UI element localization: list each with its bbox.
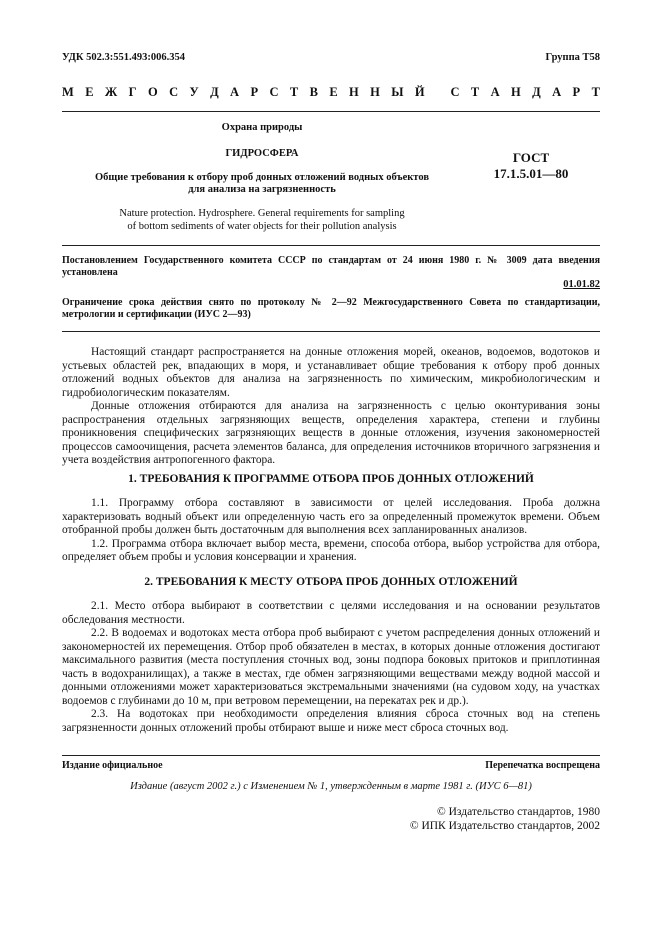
intro-text — [62, 346, 600, 468]
gost-designation — [462, 150, 600, 182]
banner-letter: Д — [210, 85, 219, 99]
title-line-3b: для анализа на загрязненность — [188, 184, 336, 195]
banner-letter: Т — [289, 85, 299, 99]
header-rule — [62, 111, 600, 112]
banner-letter — [436, 85, 439, 100]
banner-letter: А — [230, 85, 240, 99]
banner-letter: А — [490, 85, 500, 99]
meta-rule — [62, 331, 600, 332]
english-title-a: Nature protection. Hydrosphere. General requirements for sampling — [119, 208, 405, 219]
clause-1-2: 1.2. Программа отбора включает выбор места, времени, способа отбора, выбор устройства для отбора, определяет объем пробы и условия консервации и хранения. — [62, 537, 600, 563]
footer-rule — [62, 755, 600, 756]
clause-2-1: 2.1. Место отбора выбирают в соответствии с целями исследования и на основании результатов обследования местности. — [62, 600, 600, 626]
banner-letter: О — [147, 85, 158, 99]
section-1-text — [62, 497, 600, 565]
banner-letter: С — [169, 85, 179, 99]
english-title-b: of bottom sediments of water objects for their pollution analysis — [127, 221, 397, 232]
decree-text: Постановлением Государственного комитета СССР по стандартам от 24 июня 1980 г. № 3009 дата введения установлена — [62, 255, 600, 278]
banner-letter: Д — [532, 85, 541, 99]
banner-letter: Н — [511, 85, 521, 99]
title-line-3a: Общие требования к отбору проб донных отложений водных объектов — [95, 172, 429, 183]
edition-note: Издание (август 2002 г.) с Изменением № 1, утвержденным в марте 1981 г. (ИУС 6—81) — [130, 781, 532, 792]
banner-letter: С — [269, 85, 279, 99]
banner-letter: Т — [470, 85, 480, 99]
section-2-text — [62, 600, 600, 735]
banner-letter: Ы — [391, 85, 404, 99]
copyright-1: © Издательство стандартов, 1980 — [436, 806, 600, 818]
gost-label: ГОСТ — [512, 150, 550, 165]
restriction-text: Ограничение срока действия снято по протоколу № 2—92 Межгосударственного Совета по стандартизации, метрологии и сертификации (ИУС 2—93) — [62, 297, 600, 320]
group-code: Группа Т58 — [545, 52, 600, 63]
intro-paragraph-2: Донные отложения отбираются для анализа на загрязненность с целью оконтуривания зоны распространения отдельных загрязняющих веществ, определения характера, степени и глубины проникновения специфических загрязняющих веществ в донные отложения, изучения закономерностей процессов самоочищения, расчета элементов баланса, для определения источников вторичного загрязнения и учета воздействия антропогенного фактора. — [62, 400, 600, 466]
banner-letter: Н — [349, 85, 359, 99]
banner-letter: В — [309, 85, 318, 99]
banner-letter: Ж — [104, 85, 118, 99]
standard-type-banner — [62, 85, 600, 100]
clause-1-1: 1.1. Программу отбора составляют в зависимости от целей исследования. Проба должна характеризовать водный объект или определенную часть его за определенный промежуток времени. Объем отобранной пробы должен быть достаточным для выполнения всех запланированных анализов. — [62, 497, 600, 536]
title-line-1: Охрана природы — [221, 122, 303, 133]
english-title — [62, 207, 462, 233]
official-edition-label: Издание официальное — [62, 760, 163, 771]
clause-2-2: 2.2. В водоемах и водотоках места отбора проб выбирают с учетом распределения донных отложений и закономерностей их перемещения. Отбор проб обязателен в местах, в которых донные отложения достигают максимального развития (места поступления сточных вод, зоны подпора боковых притоков и приплотинная часть в водохранилищах), а также в местах, где обмен загрязняющими веществами между водной массой и донными отложениями может характеризоваться экстремальными значениями (на судовом ходу, на участках водоемов с глубинами до 10 м, при ветровом перемещении, на перекатах рек и др.). — [62, 627, 600, 707]
copyright-2: © ИПК Издательство стандартов, 2002 — [409, 820, 600, 832]
reprint-prohibited-label: Перепечатка воспрещена — [485, 760, 600, 771]
section-1-heading: 1. ТРЕБОВАНИЯ К ПРОГРАММЕ ОТБОРА ПРОБ ДОННЫХ ОТЛОЖЕНИЙ — [128, 473, 534, 485]
title-line-2: ГИДРОСФЕРА — [225, 148, 299, 159]
title-line-3 — [62, 172, 462, 196]
banner-letter: Р — [250, 85, 259, 99]
banner-letter: Р — [572, 85, 581, 99]
title-rule — [62, 245, 600, 246]
banner-letter: М — [62, 85, 74, 99]
banner-letter: Й — [414, 85, 425, 99]
banner-letter: Г — [128, 85, 137, 99]
intro-paragraph-1: Настоящий стандарт распространяется на донные отложения морей, океанов, водоемов, водотоков и устьевых областей рек, впадающих в моря, и устанавливает общие требования к отбору проб донных отложений водных объектов для анализа на загрязненность по химическим, микробиологическим и гидробиологическим показателям. — [62, 346, 600, 399]
banner-letter: С — [450, 85, 460, 99]
clause-2-3: 2.3. На водотоках при необходимости определения влияния сброса сточных вод на степень загрязненности донных отложений пробы отбирают выше и ниже мест сброса сточных вод. — [62, 708, 600, 734]
effective-date: 01.01.82 — [563, 279, 600, 290]
gost-number: 17.1.5.01—80 — [493, 166, 569, 181]
banner-letter: Т — [591, 85, 600, 99]
banner-letter: Н — [370, 85, 380, 99]
banner-letter: Е — [329, 85, 338, 99]
section-2-heading: 2. ТРЕБОВАНИЯ К МЕСТУ ОТБОРА ПРОБ ДОННЫХ ОТЛОЖЕНИЙ — [144, 576, 518, 588]
udk-code: УДК 502.3:551.493:006.354 — [62, 52, 185, 63]
banner-letter: А — [552, 85, 562, 99]
banner-letter: Е — [85, 85, 94, 99]
banner-letter: У — [189, 85, 199, 99]
